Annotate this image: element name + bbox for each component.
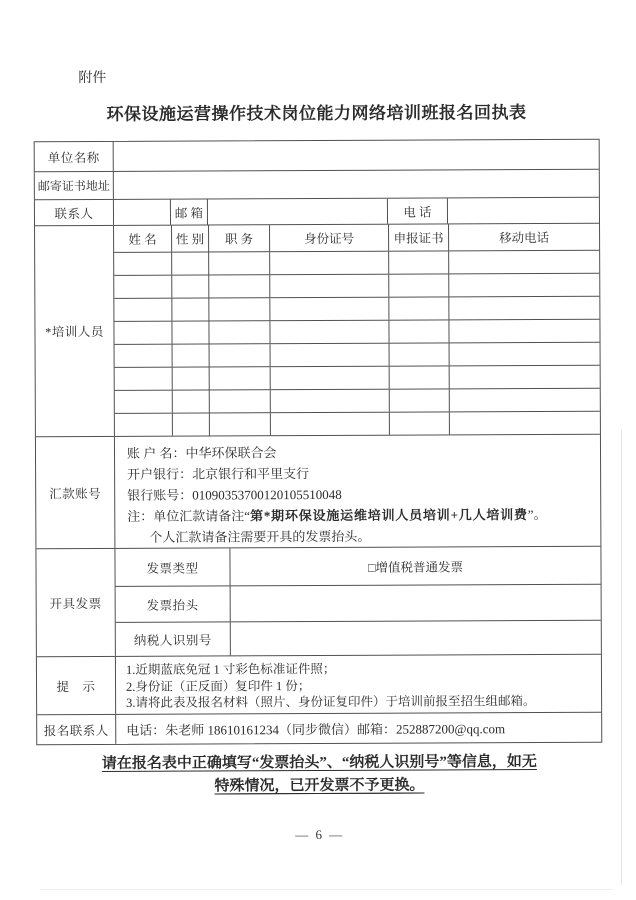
- trainees-header-row: [114, 224, 599, 252]
- contact-phone-label: 电 话: [387, 198, 447, 223]
- invoice-label: 开具发票: [49, 596, 102, 611]
- bank-label: 开户银行：: [127, 466, 193, 482]
- trainee-empty-cell: [270, 344, 389, 367]
- trainee-empty-cell: [388, 251, 448, 273]
- invoice-row: [36, 546, 600, 656]
- trainee-empty-cell: [448, 320, 599, 343]
- trainee-empty-cell: [209, 344, 270, 366]
- account-name-label: 账 户 名：: [126, 445, 186, 461]
- trainee-empty-cell: [269, 298, 388, 321]
- trainees-label: *培训人员: [45, 324, 104, 340]
- trainees-col-gender: 性 别: [171, 225, 208, 251]
- trainee-empty-cell: [208, 252, 269, 274]
- scan-edge-artifact-bottom: [40, 889, 612, 890]
- mailing-address-row: [35, 169, 599, 199]
- trainee-empty-cell: [209, 367, 270, 389]
- trainees-col-certificate: 申报证书: [388, 224, 448, 250]
- trainee-empty-cell: [269, 321, 388, 344]
- trainee-empty-cell: [209, 390, 270, 412]
- remittance-label: 汇款账号: [49, 486, 102, 501]
- trainee-empty-cell: [171, 298, 208, 320]
- trainee-empty-row: [114, 250, 599, 275]
- footer-note: [1, 751, 636, 800]
- invoice-type-value: □增值税普通发票: [229, 547, 600, 586]
- contact-label: 联系人: [54, 206, 94, 221]
- footer-note-line2-text: 特殊情况，已开发票不予更换。: [214, 777, 425, 795]
- remittance-row: [36, 434, 600, 548]
- tips-row: [37, 654, 601, 714]
- trainee-empty-row: [115, 342, 600, 367]
- unit-name-row: [35, 140, 599, 171]
- trainee-empty-row: [114, 273, 599, 298]
- trainee-empty-cell: [114, 253, 171, 275]
- trainee-empty-cell: [115, 391, 172, 413]
- remittance-details: [114, 435, 600, 548]
- trainee-empty-cell: [171, 252, 208, 274]
- taxpayer-id-row: [116, 620, 601, 656]
- trainees-col-mobile: 移动电话: [448, 224, 599, 251]
- mailing-address-label: 邮寄证书地址: [37, 178, 110, 194]
- registration-contact-label: 报名联系人: [43, 723, 109, 738]
- trainee-empty-cell: [114, 322, 171, 344]
- invoice-type-row: [115, 547, 600, 586]
- trainee-empty-cell: [389, 366, 449, 388]
- remittance-note-line2: 个人汇款请备注需要开具的发票抬头。: [149, 528, 371, 545]
- bank-value: 北京银行和平里支行: [192, 466, 310, 482]
- trainee-empty-cell: [270, 367, 389, 390]
- taxpayer-id-label: 纳税人识别号: [133, 632, 212, 648]
- trainee-empty-row: [115, 365, 600, 390]
- registration-contact-value: 电话：朱老师 18610161234（同步微信）邮箱：252887200@qq.com: [115, 713, 601, 744]
- trainees-col-position: 职 务: [208, 225, 269, 251]
- trainee-empty-cell: [172, 367, 209, 389]
- account-no-label: 银行账号：: [127, 487, 193, 503]
- trainee-empty-cell: [172, 344, 209, 366]
- trainee-empty-cell: [171, 275, 208, 297]
- contact-phone-value: [447, 198, 599, 224]
- mailing-address-value: [113, 170, 599, 199]
- trainee-empty-cell: [449, 389, 600, 412]
- trainee-empty-cell: [115, 368, 172, 390]
- invoice-type-label: 发票类型: [146, 561, 199, 576]
- trainee-empty-cell: [388, 297, 448, 319]
- trainee-empty-row: [115, 411, 600, 436]
- invoice-title-value: [230, 585, 601, 622]
- trainee-empty-cell: [171, 321, 208, 343]
- account-no-value: 01090353700120105510048: [192, 486, 342, 503]
- registration-contact-row: [37, 712, 601, 744]
- registration-form-table: [34, 139, 603, 745]
- trainee-empty-cell: [269, 275, 388, 298]
- remittance-bank: [127, 462, 594, 485]
- trainee-empty-cell: [209, 413, 270, 435]
- footer-note-line1: 请在报名表中正确填写“发票抬头”、“纳税人识别号”等信息，如无: [101, 754, 537, 772]
- note-prefix: 注：单位汇款请备注“: [127, 508, 251, 524]
- contact-email-value: [207, 199, 387, 225]
- trainee-empty-cell: [208, 298, 269, 320]
- invoice-table: [114, 547, 600, 656]
- trainee-empty-cell: [389, 412, 449, 434]
- trainee-empty-cell: [388, 274, 448, 296]
- note-suffix: ”。: [527, 507, 547, 523]
- footer-note-line2: [1, 774, 636, 800]
- trainee-empty-cell: [389, 343, 449, 365]
- trainee-empty-cell: [449, 366, 600, 389]
- remittance-account-no: [127, 483, 594, 506]
- trainee-empty-cell: [172, 390, 209, 412]
- invoice-title-row: [116, 584, 601, 622]
- tips-content: [115, 655, 601, 714]
- unit-name-label: 单位名称: [47, 150, 100, 165]
- trainee-empty-cell: [388, 320, 448, 342]
- trainee-empty-cell: [449, 343, 600, 366]
- trainee-empty-row: [114, 319, 599, 344]
- trainee-empty-cell: [114, 276, 171, 298]
- tips-item-2: 2.身份证（正反面）复印件 1 份；: [125, 678, 311, 694]
- trainee-empty-cell: [172, 413, 209, 435]
- trainee-empty-cell: [448, 274, 599, 297]
- remittance-note: [127, 504, 594, 527]
- trainees-table: [113, 224, 600, 436]
- trainee-empty-cell: [448, 251, 599, 274]
- trainee-empty-cell: [115, 414, 172, 436]
- account-name-value: 中华环保联合会: [185, 445, 277, 461]
- invoice-title-label: 发票抬头: [146, 598, 199, 613]
- contact-row: [35, 197, 599, 225]
- trainee-empty-row: [114, 296, 599, 321]
- trainee-empty-cell: [270, 390, 389, 413]
- trainee-empty-cell: [270, 413, 389, 436]
- trainees-col-name: 姓 名: [128, 232, 157, 247]
- attachment-label: 附件: [78, 70, 107, 87]
- trainee-empty-cell: [448, 297, 599, 320]
- trainee-empty-cell: [208, 321, 269, 343]
- tips-item-1: 1.近期蓝底免冠 1 寸彩色标准证件照；: [125, 661, 336, 677]
- page-number: — 6 —: [295, 826, 345, 843]
- taxpayer-id-value: [230, 621, 601, 656]
- trainee-empty-cell: [114, 299, 171, 321]
- scan-edge-artifact-right: [621, 430, 622, 885]
- page-title: 环保设施运营操作技术岗位能力网络培训班报名回执表: [106, 103, 527, 124]
- trainee-empty-cell: [269, 252, 388, 275]
- unit-name-value: [113, 140, 599, 171]
- contact-email-label: 邮 箱: [170, 199, 207, 224]
- trainee-empty-cell: [208, 275, 269, 297]
- trainee-empty-cell: [449, 412, 600, 435]
- tips-label: 提 示: [56, 679, 96, 694]
- tips-item-3: 3.请将此表及报名材料（照片、身份证复印件）于培训前报至招生组邮箱。: [126, 694, 536, 710]
- trainees-row: [35, 223, 600, 436]
- trainee-empty-cell: [389, 389, 449, 411]
- trainees-col-id-number: 身份证号: [269, 225, 388, 252]
- remittance-account-name: [127, 441, 594, 464]
- contact-name-value: [113, 200, 170, 225]
- trainee-empty-cell: [115, 345, 172, 367]
- trainee-empty-row: [115, 388, 600, 413]
- note-bold-text: 第*期环保设施运维培训人员培训+几人培训费: [250, 507, 528, 524]
